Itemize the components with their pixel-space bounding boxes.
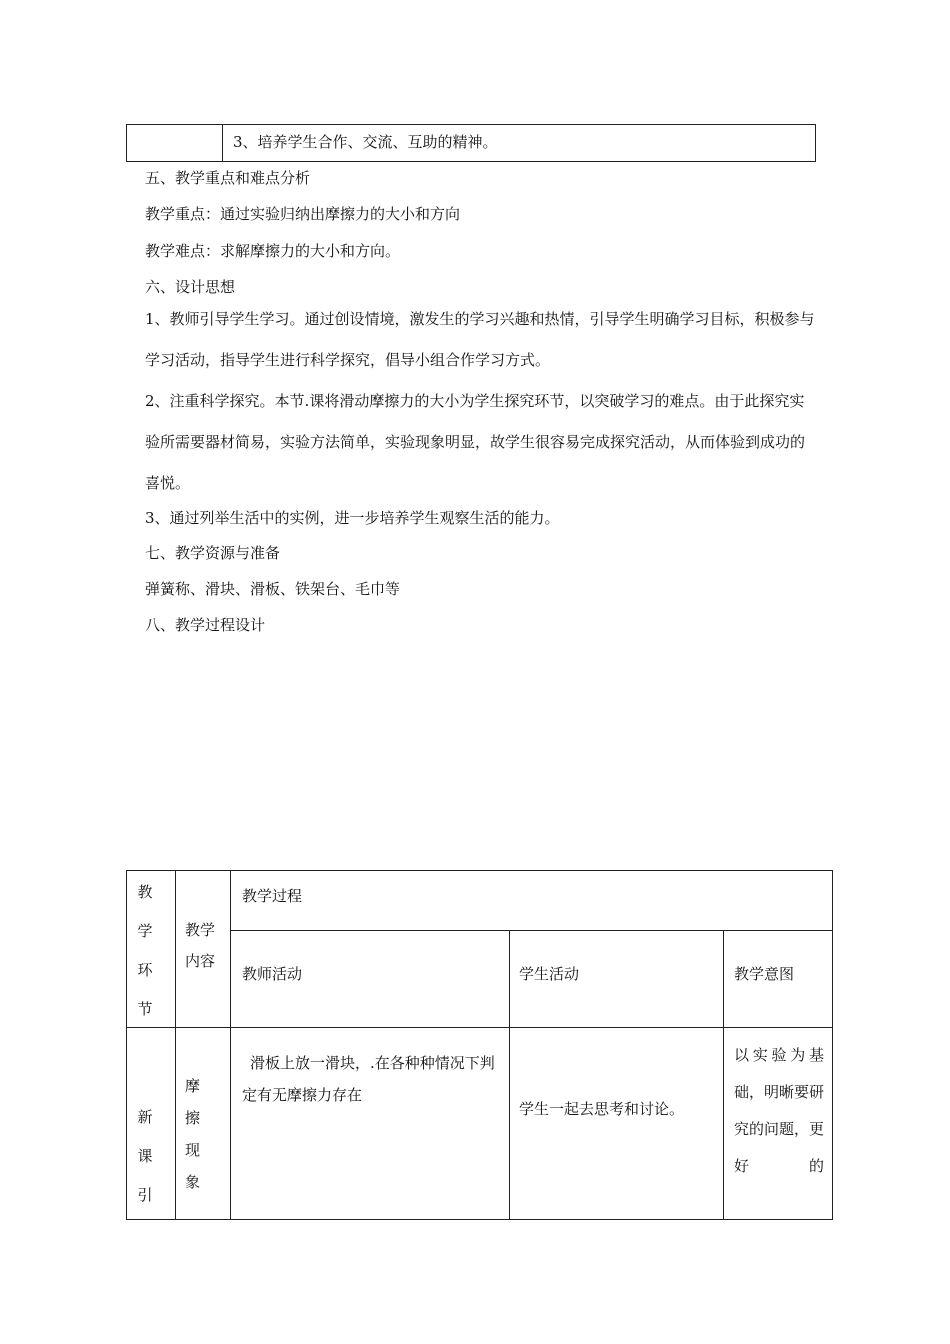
section-6-paragraph-3: 3、通过列举生活中的实例，进一步培养学生观察生活的能力。 — [145, 509, 560, 527]
header-content: 教学 内容 — [185, 921, 216, 970]
section-5-difficulty: 教学难点：求解摩擦力的大小和方向。 — [145, 242, 401, 260]
row-stage-char: 课 — [137, 1147, 153, 1165]
table-divider — [723, 930, 724, 1219]
header-stage-char: 学 — [137, 922, 153, 940]
objectives-table-fragment — [126, 124, 816, 162]
objective-item-3: 3、培养学生合作、交流、互助的精神。 — [233, 133, 498, 151]
row-stage-char: 引 — [137, 1186, 153, 1204]
table-divider — [230, 871, 231, 1219]
section-8-heading: 八、教学过程设计 — [145, 616, 266, 634]
header-process: 教学过程 — [242, 887, 303, 905]
teaching-process-table — [126, 870, 833, 1220]
row-teacher-activity: 滑板上放一滑块，.在各种种情况下判定有无摩擦力存在 — [242, 1054, 495, 1104]
header-stage-char: 节 — [137, 1000, 153, 1018]
header-stage-char: 环 — [137, 961, 153, 979]
section-6-paragraph-1: 1、教师引导学生学习。通过创设情境，激发生的学习兴趣和热情，引导学生明确学习目标，积极参与学习活动，指导学生进行科学探究，倡导小组合作学习方式。 — [145, 310, 815, 369]
table-divider — [230, 930, 832, 931]
row-stage — [135, 1098, 155, 1215]
header-stage-char: 教 — [137, 883, 153, 901]
table-divider — [509, 930, 510, 1219]
table-divider — [127, 1027, 832, 1028]
header-teaching-intent: 教学意图 — [734, 965, 795, 983]
section-7-heading: 七、教学资源与准备 — [145, 544, 281, 562]
row-student-activity: 学生一起去思考和讨论。 — [519, 1100, 685, 1118]
row-content: 摩擦 现象 — [185, 1077, 207, 1191]
section-5-key-point: 教学重点：通过实验归纳出摩擦力的大小和方向 — [145, 205, 461, 223]
header-stage — [135, 873, 155, 1029]
objectives-label-cell — [127, 125, 223, 161]
row-stage-char: 新 — [137, 1108, 153, 1126]
section-7-resources: 弹簧称、滑块、滑板、铁架台、毛巾等 — [145, 580, 401, 598]
header-teacher-activity: 教师活动 — [242, 965, 303, 983]
section-6-paragraph-2: 2、注重科学探究。本节.课将滑动摩擦力的大小为学生探究环节，以突破学习的难点。由于此探究实验所需要器材简易，实验方法简单，实验现象明显，故学生很容易完成探究活动，从而体验到成功的喜悦。 — [145, 392, 806, 492]
header-student-activity: 学生活动 — [519, 965, 580, 983]
row-teaching-intent: 以实验为基础，明晰要研究的问题，更好的 — [734, 1046, 825, 1175]
table-divider — [175, 871, 176, 1219]
section-5-heading: 五、教学重点和难点分析 — [145, 169, 311, 187]
section-6-heading: 六、设计思想 — [145, 278, 236, 296]
